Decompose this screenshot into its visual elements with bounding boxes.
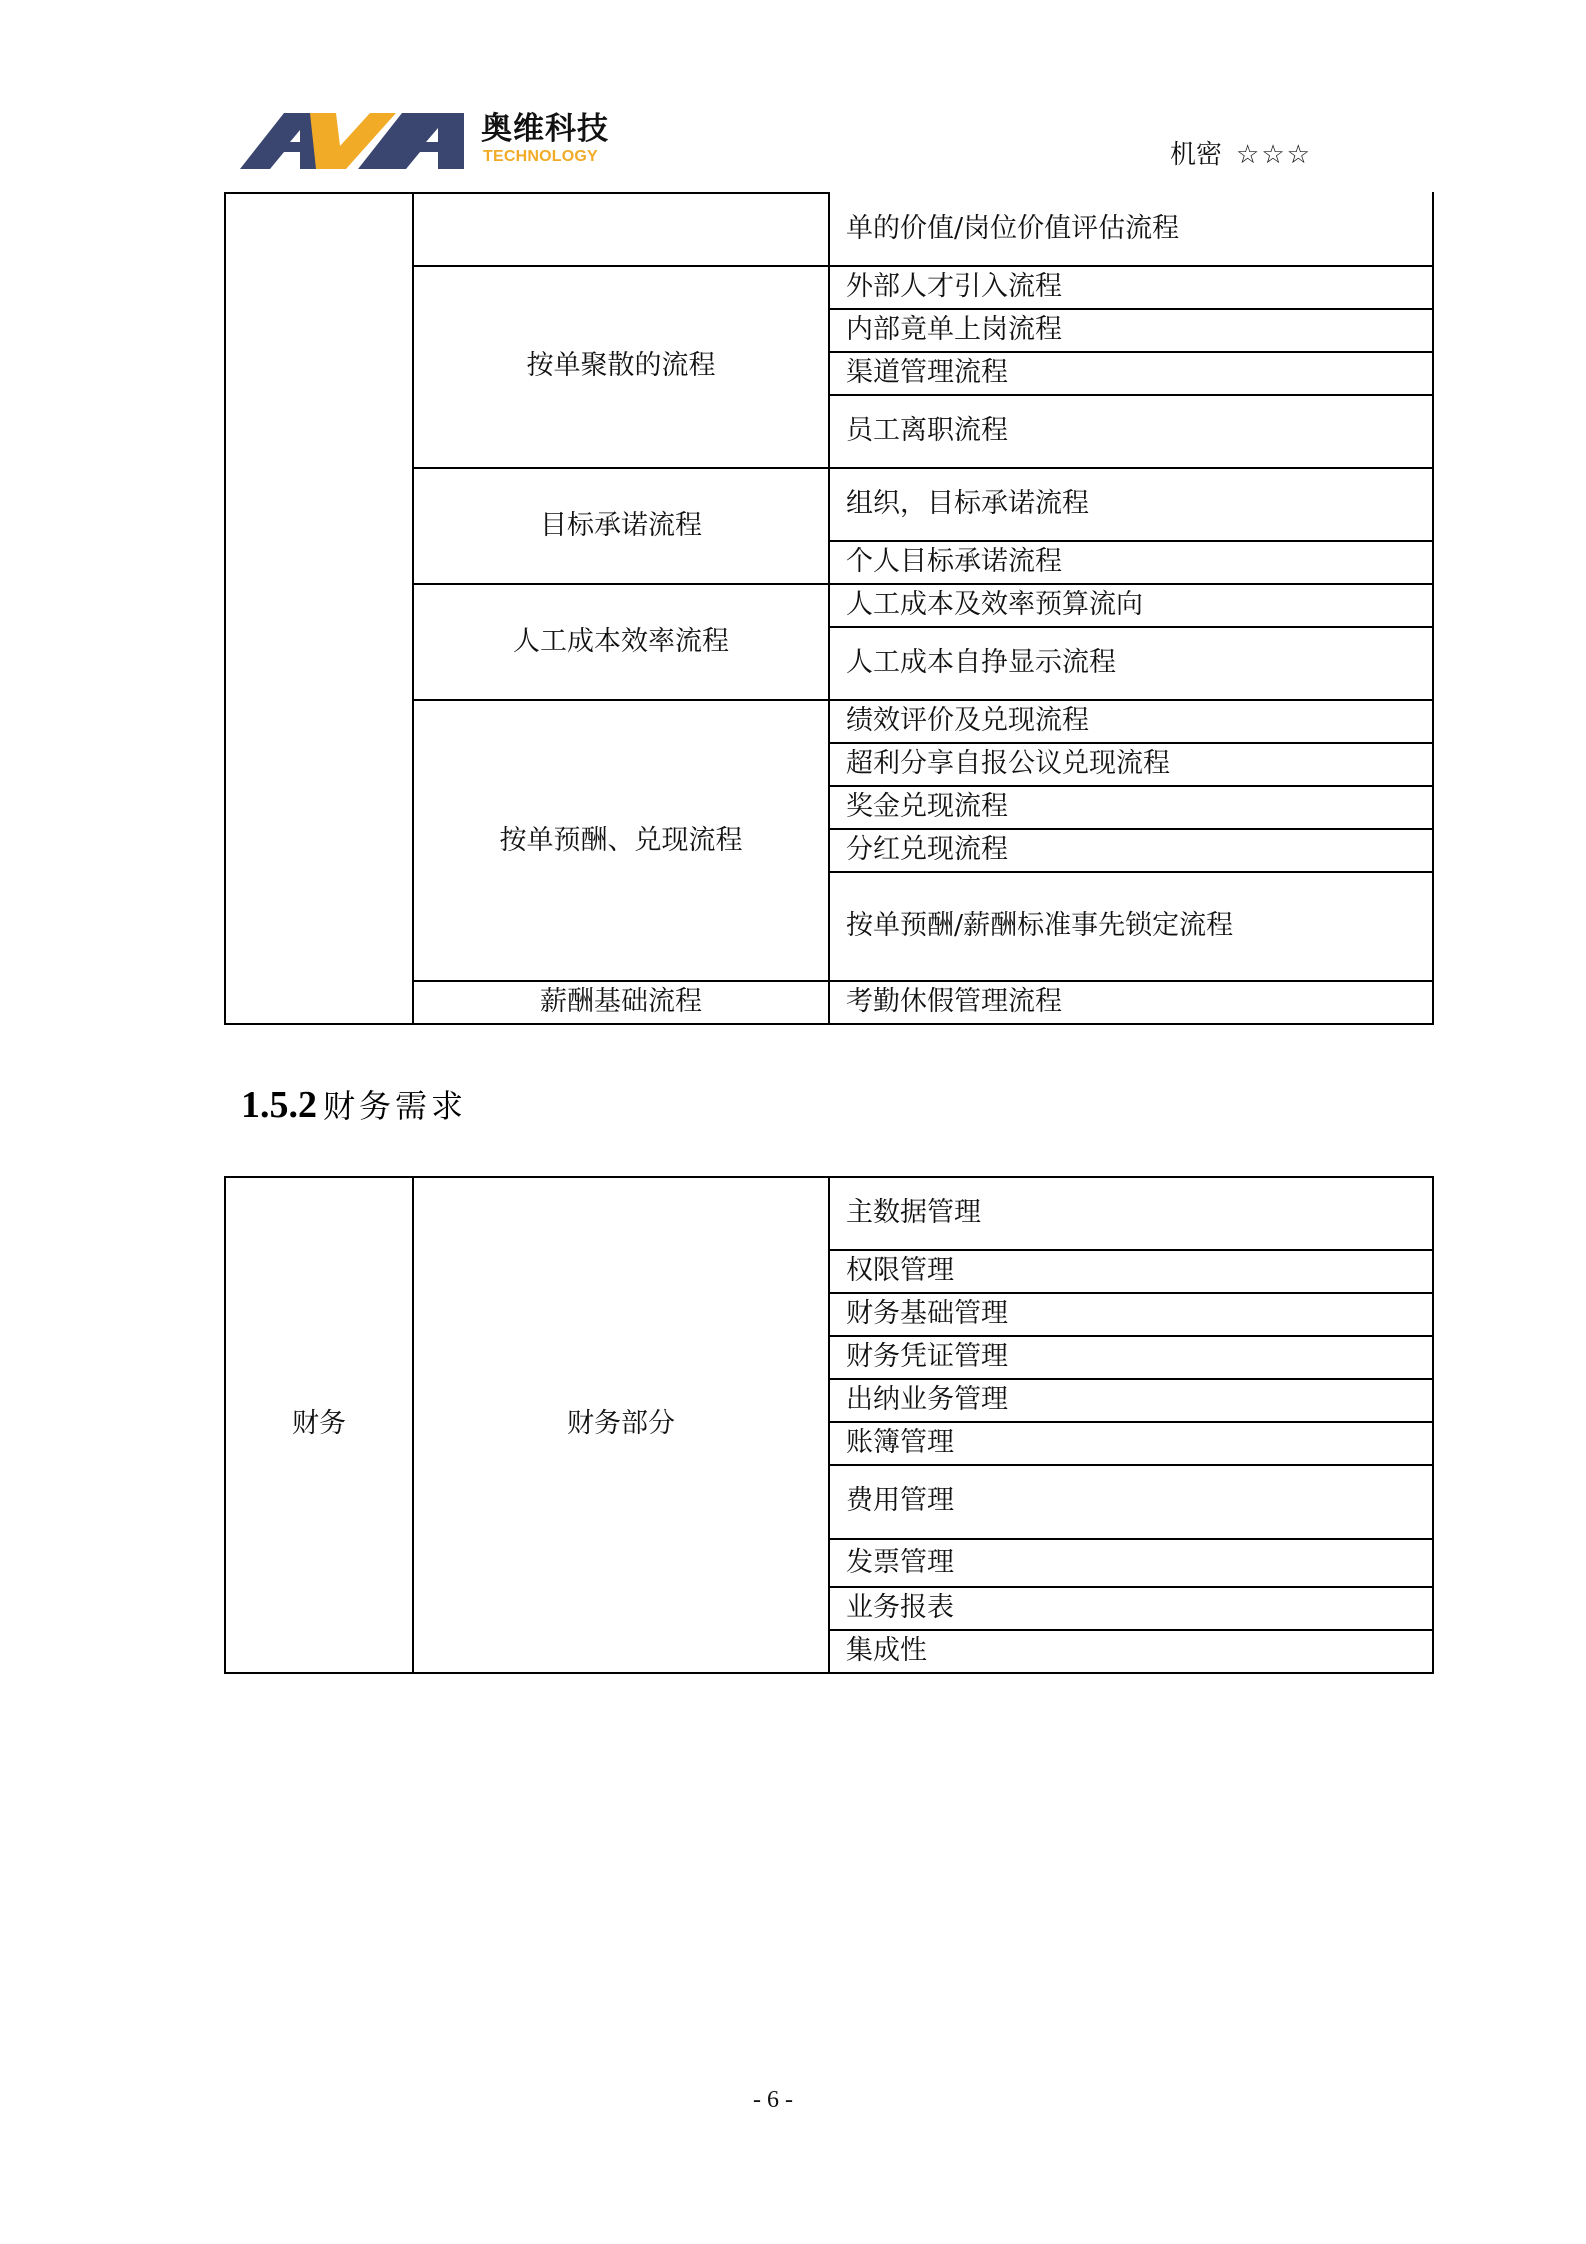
process-item: 渠道管理流程 [846, 357, 1008, 388]
brand-name-en: TECHNOLOGY [483, 148, 598, 165]
finance-item: 主数据管理 [846, 1197, 981, 1228]
group-label: 按单预酬、兑现流程 [499, 825, 743, 856]
finance-item: 业务报表 [846, 1592, 954, 1623]
confidential-label [1170, 140, 1312, 170]
brand-name-cn: 奥维科技 [481, 111, 609, 147]
section-number: 1.5.2 [241, 1084, 317, 1126]
group-label: 目标承诺流程 [540, 510, 702, 541]
finance-item: 财务基础管理 [846, 1298, 1008, 1329]
process-item: 员工离职流程 [846, 415, 1008, 446]
process-item: 分红兑现流程 [846, 834, 1008, 865]
process-item: 内部竟单上岗流程 [846, 314, 1062, 345]
finance-category: 财务 [292, 1408, 346, 1439]
confidential-text: 机密 [1170, 140, 1223, 170]
ava-logo-icon [240, 112, 470, 170]
group-label: 薪酬基础流程 [540, 986, 702, 1017]
process-item: 人工成本及效率预算流向 [846, 589, 1143, 620]
finance-item: 财务凭证管理 [846, 1341, 1008, 1372]
star-rating-icon: ☆☆☆ [1236, 140, 1312, 170]
process-item: 绩效评价及兑现流程 [846, 705, 1089, 736]
process-item: 按单预酬/薪酬标准事先锁定流程 [846, 910, 1234, 941]
section-heading [241, 1085, 467, 1126]
process-item: 组织，目标承诺流程 [846, 488, 1089, 519]
finance-subcategory: 财务部分 [567, 1408, 675, 1439]
finance-item: 权限管理 [846, 1255, 954, 1286]
process-item: 单的价值/岗位价值评估流程 [846, 213, 1180, 244]
finance-item: 发票管理 [846, 1547, 954, 1578]
group-label: 人工成本效率流程 [513, 626, 729, 657]
finance-item: 账簿管理 [846, 1427, 954, 1458]
process-item: 奖金兑现流程 [846, 791, 1008, 822]
process-item: 外部人才引入流程 [846, 271, 1062, 302]
process-item: 人工成本自挣显示流程 [846, 647, 1116, 678]
process-item: 个人目标承诺流程 [846, 546, 1062, 577]
finance-item: 集成性 [846, 1635, 927, 1666]
page-number: - 6 - [753, 2087, 793, 2113]
section-title: 财务需求 [323, 1087, 468, 1125]
group-label: 按单聚散的流程 [526, 350, 716, 381]
finance-item: 出纳业务管理 [846, 1384, 1008, 1415]
process-item: 超利分享自报公议兑现流程 [846, 748, 1170, 779]
process-item: 考勤休假管理流程 [846, 986, 1062, 1017]
finance-item: 费用管理 [846, 1485, 954, 1516]
